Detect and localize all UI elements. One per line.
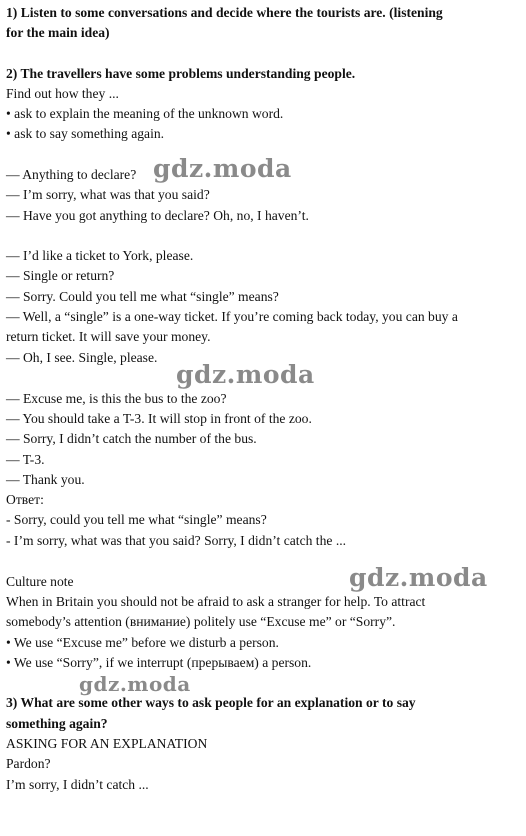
culture-note-line-2: somebody’s attention (внимание) politely use “Excuse me” or “Sorry”. [6,614,396,629]
watermark: gdz.moda [153,154,292,183]
watermark: gdz.moda [349,563,488,592]
task-2-bullet-1: • ask to explain the meaning of the unknown word. [6,106,284,121]
culture-note-bullet-1: • We use “Excuse me” before we disturb a person. [6,635,279,650]
task-3-line-2: something again? [6,716,108,731]
dialogue-3-line-5: — Thank you. [6,472,85,487]
dialogue-2-line-1: — I’d like a ticket to York, please. [6,248,194,263]
dialogue-3-line-1: — Excuse me, is this the bus to the zoo? [6,391,227,406]
task-2-intro: Find out how they ... [6,86,119,101]
task-3-line-1: 3) What are some other ways to ask people for an explanation or to say [6,695,416,710]
dialogue-1-line-2: — I’m sorry, what was that you said? [6,187,210,202]
task-2-heading: 2) The travellers have some problems understanding people. [6,66,356,81]
answer-label: Ответ: [6,492,44,507]
watermark: gdz.moda [176,360,315,389]
culture-note-title: Culture note [6,574,74,589]
explanation-subheading: ASKING FOR AN EXPLANATION [6,736,208,751]
culture-note-line-1: When in Britain you should not be afraid to ask a stranger for help. To attract [6,594,426,609]
dialogue-3-line-2: — You should take a T-3. It will stop in front of the zoo. [6,411,312,426]
dialogue-1-line-3: — Have you got anything to declare? Oh, no, I haven’t. [6,208,309,223]
dialogue-3-line-3: — Sorry, I didn’t catch the number of the bus. [6,431,257,446]
answer-line-2: - I’m sorry, what was that you said? Sorry, I didn’t catch the ... [6,533,347,548]
dialogue-3-line-4: — T-3. [6,452,45,467]
answer-line-1: - Sorry, could you tell me what “single” means? [6,512,267,527]
phrase-1: Pardon? [6,756,51,771]
watermark: gdz.moda [79,672,191,696]
dialogue-1-line-1: — Anything to declare? [6,167,137,182]
task-2-bullet-2: • ask to say something again. [6,126,165,141]
task-1-line-1: 1) Listen to some conversations and decide where the tourists are. (listening [6,5,443,20]
phrase-2: I’m sorry, I didn’t catch ... [6,777,149,792]
task-1-line-2: for the main idea) [6,25,110,40]
culture-note-bullet-2: • We use “Sorry”, if we interrupt (прерываем) a person. [6,655,312,670]
dialogue-2-line-3: — Sorry. Could you tell me what “single” means? [6,289,279,304]
dialogue-2-line-2: — Single or return? [6,268,115,283]
dialogue-2-line-4: — Well, a “single” is a one-way ticket. If you’re coming back today, you can buy a [6,309,458,324]
dialogue-2-line-5: return ticket. It will save your money. [6,329,211,344]
dialogue-2-line-6: — Oh, I see. Single, please. [6,350,158,365]
